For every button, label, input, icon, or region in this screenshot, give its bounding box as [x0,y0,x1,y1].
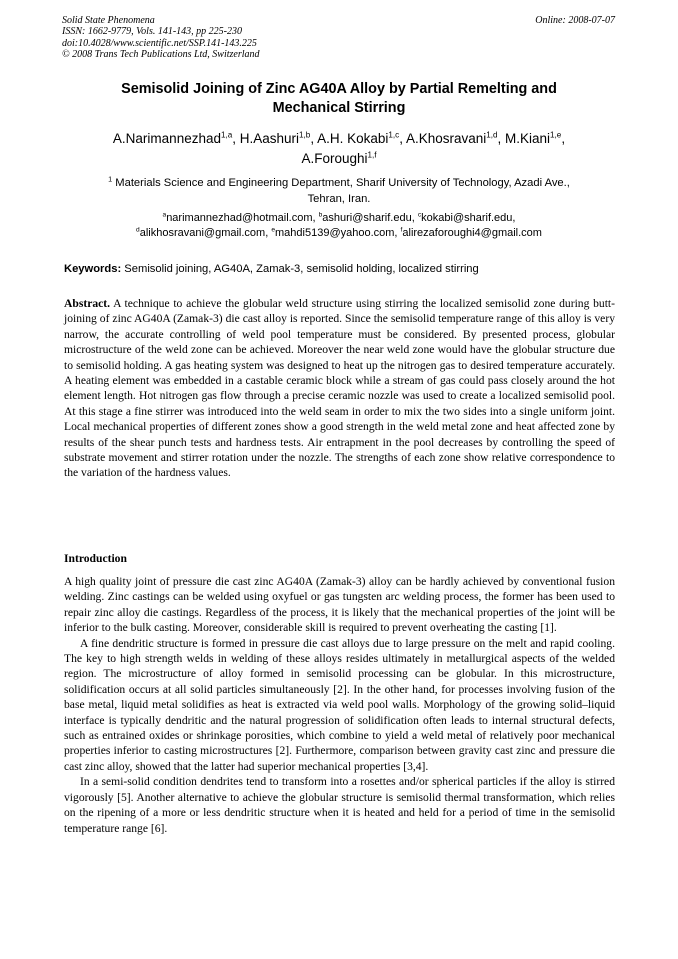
journal-doi: doi:10.4028/www.scientific.net/SSP.141-143.225 [62,37,257,49]
email-list [56,211,622,241]
author [505,131,565,146]
email-sep: , [312,212,319,224]
email-address: alikhosravani@gmail.com [139,227,266,239]
affiliation-line-2: Tehran, Iran. [307,193,371,205]
affiliation-sup: 1 [108,174,113,184]
author-name: A.Foroughi [301,151,368,166]
paragraph: A high quality joint of pressure die cast zinc AG40A (Zamak-3) alloy can be hardly achieved by conventional fusion welding. Zinc castings can be welded using oxyfuel or gas tungsten arc welding process, the former has been used to repair zinc alloy die castings. Regardless of the process, it is likely that the mechanical properties of the joint will be inferior to the bulk casting. Moreover, considerable skill is required to prevent overheating the casting [1]. [64,575,615,635]
author-sep: , [561,131,566,146]
author-sup: 1,e [550,130,562,140]
email-address: kokabi@sharif.edu [421,212,513,224]
affiliation [62,175,616,207]
author-sup: 1,f [367,150,377,160]
author-name: H.Aashuri [239,131,300,146]
journal-copyright: © 2008 Trans Tech Publications Ltd, Switzerland [62,49,260,61]
email-sep: , [411,212,418,224]
email-sup: e [271,226,276,234]
email [136,227,271,239]
author-name: A.Khosravani [405,131,487,146]
paragraph: A fine dendritic structure is formed in pressure die cast alloys due to large pressure on the melt and rapid cooling. The key to high strength welds in welding of these alloys resides ultimately in metallurgical aspects of the welded region. The microstructure of alloy formed in semisolid processing can be globular. In this microstructure, solidification occurs at all solid particles simultaneously [2]. In the other hand, for processes involving fusion of the base metal, liquid metal solidifies as heat is extracted via weld pool walls. Morphology of the growing solid–liquid interface is typically dendritic and the natural progression of solidification often leads to internal structural defects, such as entrained oxides or shrinkage porosities, which combine to yield a weld metal of relatively poor mechanical properties inferior to casting microstructures [2]. Furthermore, comparison between gravity cast zinc and pressure die cast zinc alloy, showed that the latter had superior mechanical properties [3,4]. [64,636,615,773]
introduction-body [64,574,615,836]
author-sep: , [310,131,318,146]
affiliation-text-1: Materials Science and Engineering Department, Sharif University of Technology, Azadi Ave., [112,177,570,189]
author [317,131,406,146]
author-sep: , [232,131,240,146]
affiliation-line-1 [62,175,616,191]
email-address: alirezaforoughi4@gmail.com [402,227,542,239]
email-sup: d [136,226,140,234]
email-sup: a [162,211,167,219]
title-line-2: Mechanical Stirring [272,100,406,116]
keywords [64,262,616,277]
journal-info [62,15,260,61]
author-sup: 1,c [388,130,400,140]
email-sep: , [394,227,401,239]
author [240,131,317,146]
email [163,212,319,224]
email [271,227,400,239]
journal-issn: ISSN: 1662-9779, Vols. 141-143, pp 225-230 [62,26,242,38]
online-date: Online: 2008-07-07 [535,15,615,26]
abstract [64,296,615,481]
email-sep: , [512,212,516,224]
email-address: narimannezhad@hotmail.com [166,212,313,224]
email [401,227,542,239]
abstract-text: A technique to achieve the globular weld structure using stirring the localized semisolid zone during butt-joining of zinc AG40A (Zamak-3) die cast alloy is reported. Since the semisolid temperature range of this alloy is very narrow, the accurate controlling of weld pool temperature must be considered. By presented process, globular microstructure of the weld zone can be achieved. Moreover the near weld zone would have the globular structure due to semisolid holding. A gas heating system was designed to heat up the nitrogen gas to desired temperature accurately. A heating element was embedded in a castable ceramic block while a stream of gas could pass closely around the hot element length. Hot nitrogen gas flow through a precise ceramic nozzle was used to create a localized semisolid pool. At this stage a fine stirrer was introduced into the weld seam in order to mix the two sides into a single uniform joint. Local mechanical properties of different zones show a good strength in the weld metal zone and heat affected zone by results of the shear punch tests and hardness tests. Air entrapment in the pool decreases by controlling the speed of substrate movement and stirrer rotation under the nozzle. The strengths of each zone show relative correspondence to the variation of the hardness values. [64,297,615,480]
email [319,212,418,224]
author [113,131,240,146]
paragraph: In a semi-solid condition dendrites tend to transform into a rosettes and/or spherical particles if the alloy is stirred vigorously [5]. Another alternative to achieve the globular structure is semisolid thermal transformation, which relies on the ripening of a more or less dendritic structure when it is heated and held for a period of time in the semisolid temperature range [6]. [64,775,615,835]
email-sup: c [417,211,422,219]
title-line-1: Semisolid Joining of Zinc AG40A Alloy by Partial Remelting and [121,81,557,97]
introduction-heading: Introduction [64,552,127,565]
email-sup: f [400,226,403,234]
abstract-label: Abstract. [64,297,111,310]
author-name: A.H. Kokabi [317,131,389,146]
author-sup: 1,a [220,130,233,140]
author-sep: , [497,131,506,146]
email-address: ashuri@sharif.edu [322,212,412,224]
email-sup: b [318,211,323,219]
journal-name: Solid State Phenomena [62,15,155,26]
keywords-text: Semisolid joining, AG40A, Zamak-3, semisolid holding, localized stirring [121,263,479,275]
author-name: A.Narimannezhad [112,131,221,146]
email [418,212,516,224]
author [406,131,505,146]
email-address: mahdi5139@yahoo.com [275,227,395,239]
author [301,151,376,166]
paper-title [62,80,616,118]
author-sup: 1,b [299,130,311,140]
email-sep: , [265,227,272,239]
author-list [58,129,620,169]
author-sup: 1,d [486,130,498,140]
author-sep: , [399,131,406,146]
author-name: M.Kiani [505,131,551,146]
keywords-label: Keywords: [64,263,122,275]
